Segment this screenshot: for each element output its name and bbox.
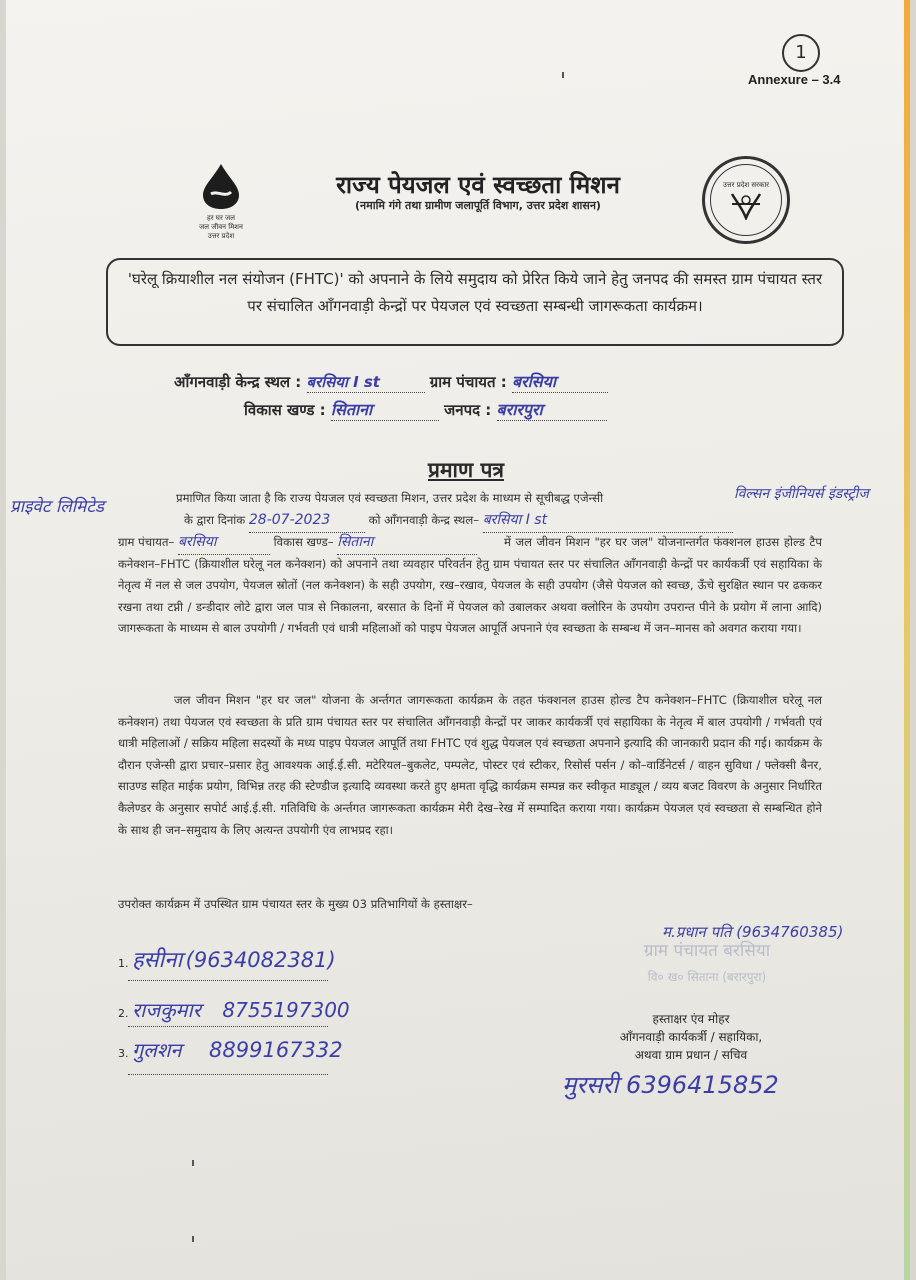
logo-line-1: हर घर जल bbox=[207, 214, 235, 222]
annexure-label: Annexure – 3.4 bbox=[748, 72, 841, 87]
pradhan-note: म.प्रधान पति (9634760385) bbox=[662, 923, 844, 941]
center-label: को आँगनवाड़ी केन्द्र स्थल– bbox=[368, 513, 479, 527]
block-value: सिताना bbox=[337, 532, 477, 555]
participant-3-phone: 8899167332 bbox=[209, 1038, 343, 1062]
up-government-seal bbox=[702, 156, 790, 244]
har-ghar-jal-logo bbox=[191, 162, 251, 242]
participant-1-name: हसीना bbox=[132, 948, 183, 973]
janpad-label: जनपद : bbox=[444, 401, 492, 419]
margin-note: प्राइवेट लिमिटेड bbox=[10, 497, 105, 517]
logo-line-3: उत्तर प्रदेश bbox=[207, 232, 235, 240]
program-date: 28-07-2023 bbox=[249, 510, 365, 533]
participant-1-num: 1. bbox=[118, 957, 129, 970]
vikas-khand-label: विकास खण्ड : bbox=[244, 401, 326, 419]
participant-1-phone: (9634082381) bbox=[185, 948, 336, 972]
participant-2 bbox=[118, 996, 538, 1023]
participant-3 bbox=[118, 1036, 538, 1063]
vikas-khand-value: सिताना bbox=[331, 398, 439, 421]
water-drop-icon bbox=[191, 162, 251, 210]
para1-line2 bbox=[184, 510, 904, 533]
para1-line1: प्रमाणित किया जाता है कि राज्य पेयजल एवं स्वच्छता मिशन, उत्तर प्रदेश के माध्यम से सूचीबद्ध एजेन्सी bbox=[176, 491, 604, 505]
participant-2-num: 2. bbox=[118, 1007, 129, 1020]
emblem-icon bbox=[728, 190, 764, 220]
authority-signature-block bbox=[566, 1010, 816, 1064]
gram-panchayat-value: बरसिया bbox=[512, 370, 608, 393]
panchayat-stamp bbox=[602, 938, 812, 990]
participant-1 bbox=[118, 944, 538, 974]
certificate-title: प्रमाण पत्र bbox=[428, 457, 504, 482]
anganwadi-field bbox=[174, 370, 608, 393]
seal-text: उत्तर प्रदेश सरकार bbox=[722, 180, 770, 189]
gram-panchayat-label: ग्राम पंचायत : bbox=[429, 373, 507, 391]
logo-line-2: जल जीवन मिशन bbox=[199, 223, 243, 231]
sig-label-3: अथवा ग्राम प्रधान / सचिव bbox=[634, 1048, 748, 1062]
anganwadi-label: आँगनवाड़ी केन्द्र स्थल : bbox=[174, 373, 302, 391]
fold-mark bbox=[192, 1160, 194, 1166]
page-number: 1 bbox=[782, 34, 820, 72]
program-title-box bbox=[106, 258, 844, 346]
janpad-value: बरारपुरा bbox=[497, 398, 607, 421]
mission-subtitle: (नमामि गंगे तथा ग्रामीण जलापूर्ति विभाग, उत्तर प्रदेश शासन) bbox=[355, 199, 601, 212]
authority-signature: मुरसरी 6396415852 bbox=[562, 1071, 779, 1099]
document-sheet bbox=[6, 0, 910, 1280]
fold-mark bbox=[192, 1236, 194, 1242]
program-title: 'घरेलू क्रियाशील नल संयोजन (FHTC)' को अपनाने के लिये समुदाय को प्रेरित किये जाने हेतु जनपद की समस्त ग्राम पंचायत स्तर पर संचालित आँगनवाड़ी केन्द्रों पर पेयजल एवं स्वच्छता सम्बन्धी जागरूकता कार्यक्रम। bbox=[127, 270, 823, 315]
agency-name: विल्सन इंजीनियर्स इंडस्ट्रीज bbox=[734, 486, 869, 502]
panchayat-label: ग्राम पंचायत– bbox=[118, 535, 175, 549]
block-label: विकास खण्ड– bbox=[273, 535, 334, 549]
para1-body: में जल जीवन मिशन "हर घर जल" योजनान्तर्गत फंक्शनल हाउस होल्ड टैप कनेक्शन–FHTC (क्रियाशील घरेलू नल कनेक्शन) को अपनाने तथा व्यवहार परिवर्तन हेतु ग्राम पंचायत स्तर पर संचालित आँगनवाड़ी केन्द्रों पर कार्यकर्त्री एवं सहायिका के नेतृत्व में नल से जल उपयोग, पेयजल स्रोतों (नल कनेक्शन) के सही उपयोग, रख–रखाव, पेयजल के सही उपयोग (जैसे पेयजल को स्वच्छ, ऊँचे सुरक्षित स्थान पर ढककर रखना तथा टप्नी / डन्डीदार लोटे द्वारा जल पात्र से निकालना, बरसात के दिनों में पेयजल को उबालकर अथवा क्लोरिन के उपयोग उपरान्त पीने के प्रयोग में लाना आदि) जागरूकता के माध्यम से बाल उपयोगी / गर्भवती एवं धात्री महिलाओं को पाइप पेयजल आपूर्ति अपनाने एंव स्वच्छता के सम्बन्ध में जन–मानस को अवगत कराया गया। bbox=[118, 535, 822, 636]
participant-3-name: गुलशन bbox=[132, 1038, 182, 1062]
sig-label-1: हस्ताक्षर एंव मोहर bbox=[652, 1012, 730, 1026]
mission-title: राज्य पेयजल एवं स्वच्छता मिशन bbox=[336, 170, 620, 199]
stamp-line-1: ग्राम पंचायत बरसिया bbox=[643, 941, 771, 961]
anganwadi-value: बरसिया I st bbox=[307, 372, 425, 393]
vikas-field bbox=[244, 398, 607, 421]
participant-3-num: 3. bbox=[118, 1047, 129, 1060]
center-value: बरसिया I st bbox=[483, 510, 733, 533]
stamp-line-2: वि० ख० सिताना (बरारपुरा) bbox=[647, 970, 767, 984]
participant-2-phone: 8755197300 bbox=[222, 998, 350, 1022]
para2-body: जल जीवन मिशन "हर घर जल" योजना के अर्न्तगत जागरूकता कार्यक्रम के तहत फंक्शनल हाउस होल्ड टैप कनेक्शन–FHTC (क्रियाशील घरेलू नल कनेक्शन) तथा पेयजल एवं स्वच्छता के प्रति ग्राम पंचायत स्तर पर संचालित आँगनवाड़ी केन्द्रों पर जाकर कार्यकर्त्री एवं सहायिका के नेतृत्व में बाल उपयोगी / गर्भवती एवं धात्री महिलाओं / सक्रिय महिला सदस्यों के मध्य पाइप पेयजल आपूर्ति तथा FHTC एवं शुद्ध पेयजल एवं स्वच्छता अपनाने इत्यादि की जानकारी प्रदान की गई। कार्यक्रम के दौरान एजेन्सी द्वारा प्रचार–प्रसार हेतु आवश्यक आई.ई.सी. मटेरियल–बुकलेट, पम्पलेट, पोस्टर एवं स्टीकर, रिसोर्स पर्सन / को–वार्डिनेटर्स / वाहन सुविधा / फ्लेक्सी बैनर, साउण्ड सहित माईक प्रयोग, विभिन्न तरह की स्टेण्डीज इत्यादि व्यवस्था करते हुए क्षमता वृद्धि कार्यक्रम सम्पन्न कर स्वीकृत माड्यूल / व्यय बजट विवरण के अनुसार निर्धारित कैलेण्डर के अनुसार सपोर्ट आई.ई.सी. गतिविधि के अर्न्तगत जागरूकता कार्यक्रम मेरी देख–रेख में सम्पादित कराया गया। कार्यक्रम पेयजल एवं स्वच्छता से सम्बन्धित होने के साथ ही जन–समुदाय के लिए अत्यन्त उपयोगी एंव लाभप्रद रहा। bbox=[118, 693, 822, 837]
signatures-intro: उपरोक्त कार्यक्रम में उपस्थित ग्राम पंचायत स्तर के मुख्य 03 प्रतिभागियों के हस्ताक्षर– bbox=[118, 897, 473, 911]
date-label: के द्वारा दिनांक bbox=[184, 513, 246, 527]
sig-label-2: आँगनवाड़ी कार्यकर्त्री / सहायिका, bbox=[619, 1030, 763, 1044]
fold-mark bbox=[562, 72, 564, 78]
edge-stripe bbox=[904, 0, 910, 1280]
participant-2-name: राजकुमार bbox=[132, 998, 201, 1022]
panchayat-value: बरसिया bbox=[178, 532, 270, 555]
